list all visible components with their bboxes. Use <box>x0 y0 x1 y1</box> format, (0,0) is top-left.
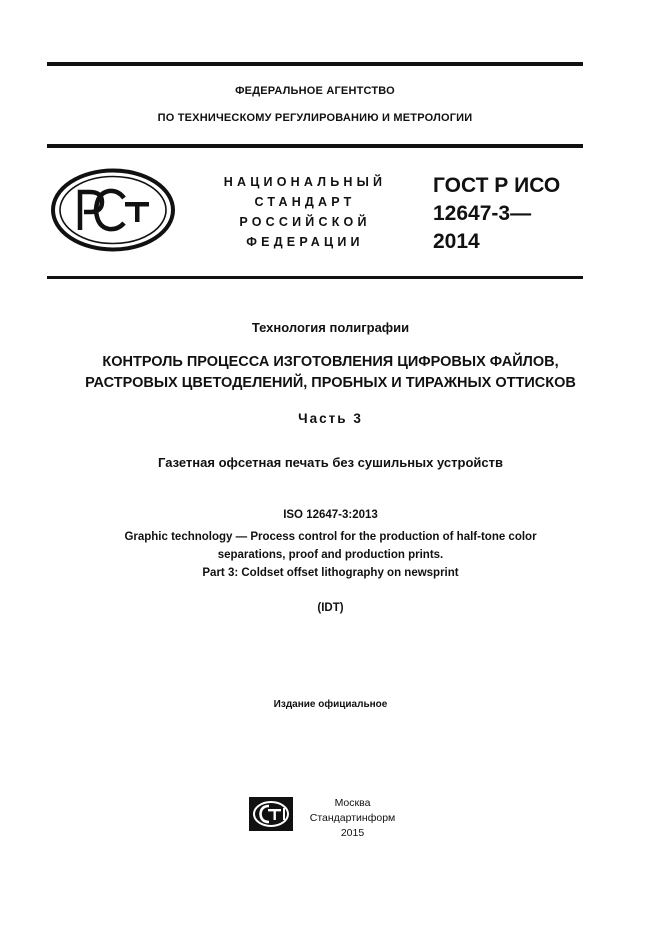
publisher-name: Стандартинформ <box>309 812 396 824</box>
main-title-line-1: КОНТРОЛЬ ПРОЦЕССА ИЗГОТОВЛЕНИЯ ЦИФРОВЫХ ФАЙЛОВ, <box>102 354 559 370</box>
iso-number: ISO 12647-3:2013 <box>283 509 378 521</box>
designation-line-1: ГОСТ Р ИСО <box>433 174 561 197</box>
edition-label: Издание официальное <box>273 699 388 710</box>
iso-title <box>40 528 621 582</box>
rst-emblem-icon <box>50 168 176 252</box>
national-standard-line-4: ФЕДЕРАЦИИ <box>246 235 364 249</box>
iso-title-line-1: Graphic technology — Process control for the production of half-tone color <box>124 531 537 543</box>
main-title <box>40 352 621 394</box>
agency-line-2: ПО ТЕХНИЧЕСКОМУ РЕГУЛИРОВАНИЮ И МЕТРОЛОГИИ <box>157 112 473 124</box>
national-standard-line-1: НАЦИОНАЛЬНЫЙ <box>223 175 387 189</box>
national-standard-label <box>205 172 405 252</box>
national-standard-line-2: СТАНДАРТ <box>254 195 356 209</box>
publisher-city: Москва <box>334 797 371 809</box>
series-title: Технология полиграфии <box>251 320 410 335</box>
standard-designation <box>433 172 560 256</box>
iso-title-line-3: Part 3: Coldset offset lithography on newsprint <box>202 567 459 579</box>
publisher-info <box>300 796 405 841</box>
part-title: Часть 3 <box>298 411 363 426</box>
designation-line-2: 12647-3— <box>433 202 532 225</box>
national-standard-line-3: РОССИЙСКОЙ <box>239 215 371 229</box>
iso-title-line-2: separations, proof and production prints. <box>217 549 444 561</box>
top-rule <box>47 62 583 66</box>
publisher-year: 2015 <box>340 827 365 839</box>
idt-label: (IDT) <box>317 602 344 614</box>
agency-line-1: ФЕДЕРАЛЬНОЕ АГЕНТСТВО <box>235 85 395 97</box>
standartinform-logo-icon <box>249 797 293 831</box>
designation-line-3: 2014 <box>433 230 480 253</box>
subtitle: Газетная офсетная печать без сушильных устройств <box>158 455 503 470</box>
header-rule <box>47 144 583 148</box>
main-title-line-2: РАСТРОВЫХ ЦВЕТОДЕЛЕНИЙ, ПРОБНЫХ И ТИРАЖНЫХ ОТТИСКОВ <box>85 375 576 391</box>
title-rule <box>47 276 583 279</box>
